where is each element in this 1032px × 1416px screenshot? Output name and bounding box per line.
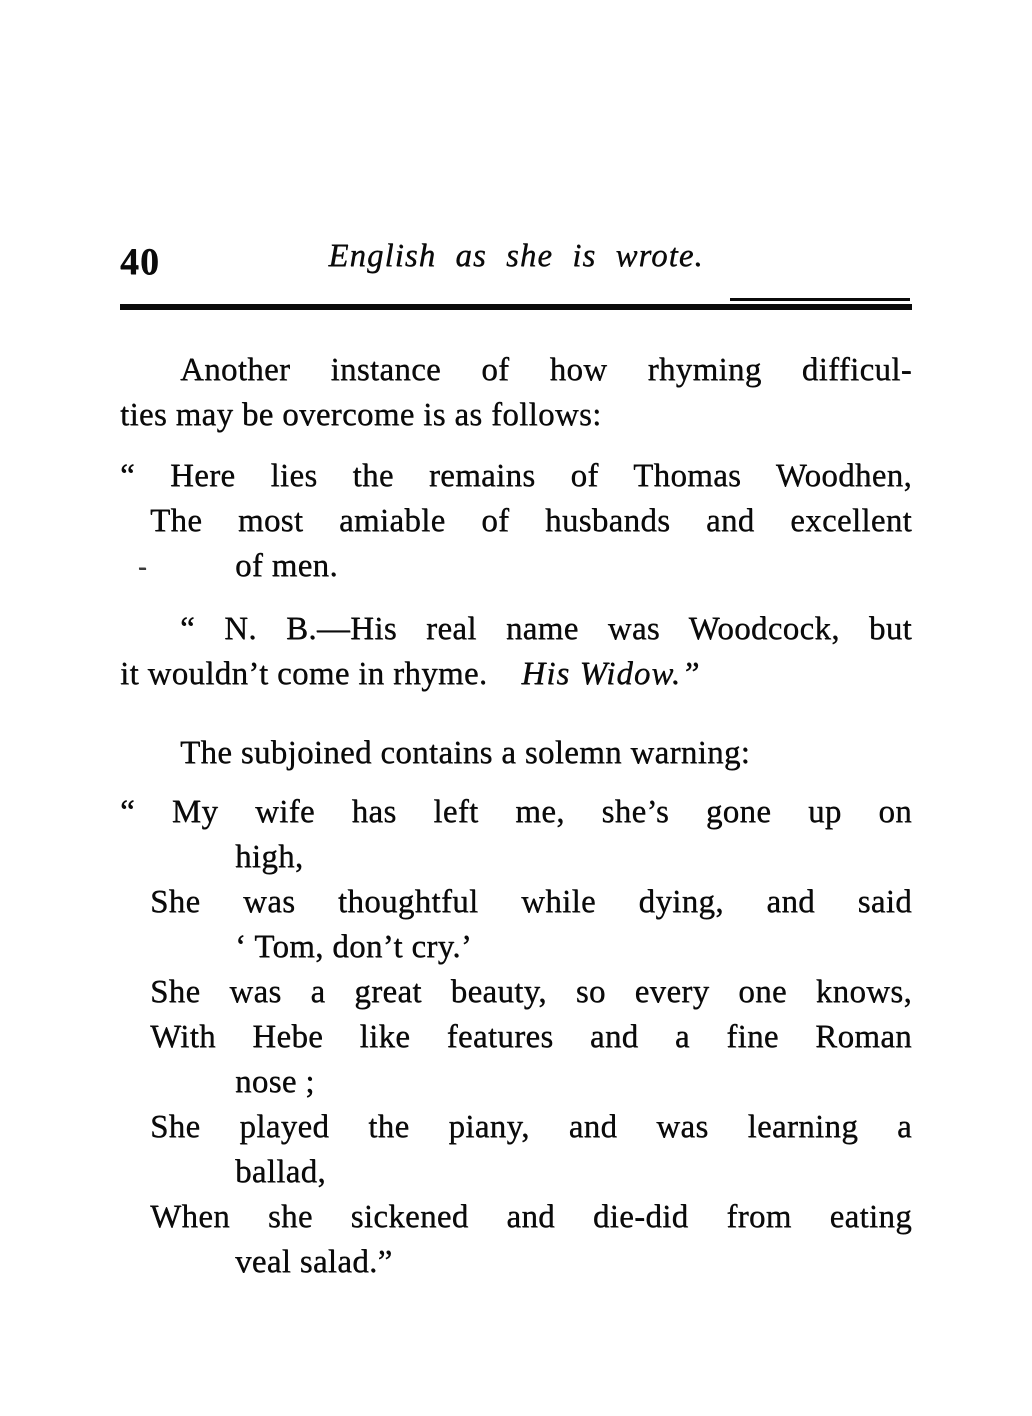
paragraph-intro: [120, 348, 912, 438]
verse-line: The most amiable of husbands and excellent: [150, 503, 912, 539]
paragraph-intro-line: ties may be overcome is as follows:: [120, 397, 602, 433]
paragraph-nb-text: it wouldn’t come in rhyme.: [120, 656, 488, 692]
verse-line: “ My wife has left me, she’s gone up on: [120, 794, 912, 830]
verse-line: high,: [235, 839, 304, 875]
verse-line: “ Here lies the remains of Thomas Woodhen,: [120, 458, 912, 494]
paragraph-warning: [120, 731, 912, 776]
paragraph-nb-line: [120, 652, 912, 697]
paragraph-nb: [120, 607, 912, 697]
page-number: 40: [120, 241, 160, 283]
verse-line: ballad,: [235, 1154, 326, 1190]
print-artifact: -: [138, 552, 147, 581]
signature-his-widow: His Widow.”: [521, 656, 701, 692]
verse-line: She played the piany, and was learning a: [150, 1109, 912, 1145]
epitaph-wife: [120, 790, 912, 1285]
verse-line: [120, 544, 912, 589]
paragraph-intro-line: Another instance of how rhyming difficul-: [180, 352, 912, 388]
head-rule: [120, 302, 912, 312]
verse-line: veal salad.”: [235, 1244, 393, 1280]
verse-line-text: of men.: [235, 548, 338, 584]
head-rule-thin-segment: [730, 298, 910, 301]
page-content: [120, 236, 912, 1285]
verse-line: ‘ Tom, don’t cry.’: [235, 929, 473, 965]
body-text: [120, 348, 912, 1285]
head-rule-main: [120, 304, 912, 310]
verse-line: With Hebe like features and a fine Roman: [150, 1019, 912, 1055]
epitaph-woodhen: [120, 454, 912, 589]
paragraph-nb-line: “ N. B.—His real name was Woodcock, but: [180, 611, 912, 647]
running-head-title: English as she is wrote.: [328, 238, 704, 274]
verse-line: When she sickened and die-did from eating: [150, 1199, 912, 1235]
running-head: [120, 236, 912, 292]
paragraph-warning-line: The subjoined contains a solemn warning:: [180, 735, 751, 771]
verse-line: nose ;: [235, 1064, 315, 1100]
verse-line: She was thoughtful while dying, and said: [150, 884, 912, 920]
verse-line: She was a great beauty, so every one knows,: [150, 974, 912, 1010]
